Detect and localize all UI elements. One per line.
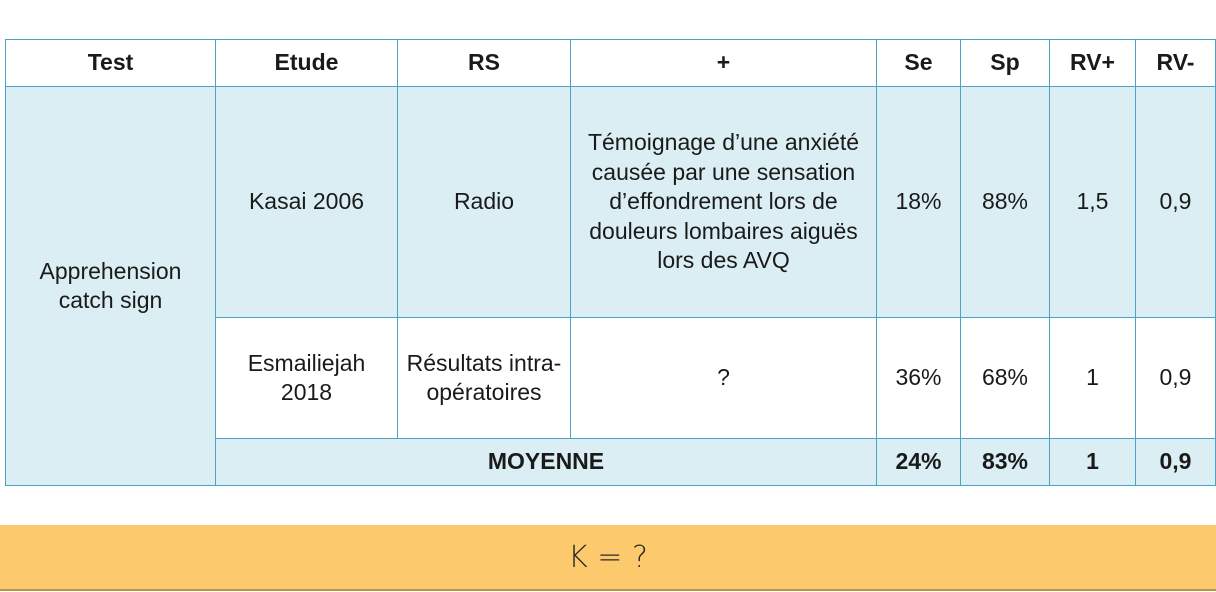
sp-cell: 68%	[961, 318, 1050, 439]
header-row	[6, 40, 1216, 87]
plus-cell: ?	[571, 318, 877, 439]
etude-cell: Kasai 2006	[216, 87, 398, 318]
header-plus: +	[571, 40, 877, 87]
kappa-banner	[0, 525, 1216, 591]
average-se: 24%	[877, 439, 961, 486]
kappa-text: K = ?	[568, 539, 648, 575]
rv-minus-cell: 0,9	[1136, 87, 1216, 318]
header-rv-plus: RV+	[1050, 40, 1136, 87]
results-table-container	[5, 39, 1216, 486]
average-rv-minus: 0,9	[1136, 439, 1216, 486]
results-table	[5, 39, 1216, 486]
table-row	[6, 87, 1216, 318]
se-cell: 36%	[877, 318, 961, 439]
rs-cell: Résultats intra-opératoires	[398, 318, 571, 439]
header-etude: Etude	[216, 40, 398, 87]
header-test: Test	[6, 40, 216, 87]
average-sp: 83%	[961, 439, 1050, 486]
test-name-cell: Apprehension catch sign	[6, 87, 216, 486]
header-se: Se	[877, 40, 961, 87]
rv-plus-cell: 1	[1050, 318, 1136, 439]
se-cell: 18%	[877, 87, 961, 318]
average-rv-plus: 1	[1050, 439, 1136, 486]
plus-cell: Témoignage d’une anxiété causée par une sensation d’effondrement lors de douleurs lombaires aiguës lors des AVQ	[571, 87, 877, 318]
rv-minus-cell: 0,9	[1136, 318, 1216, 439]
header-sp: Sp	[961, 40, 1050, 87]
rv-plus-cell: 1,5	[1050, 87, 1136, 318]
rs-cell: Radio	[398, 87, 571, 318]
header-rs: RS	[398, 40, 571, 87]
average-label: MOYENNE	[216, 439, 877, 486]
sp-cell: 88%	[961, 87, 1050, 318]
header-rv-minus: RV-	[1136, 40, 1216, 87]
etude-cell: Esmailiejah 2018	[216, 318, 398, 439]
